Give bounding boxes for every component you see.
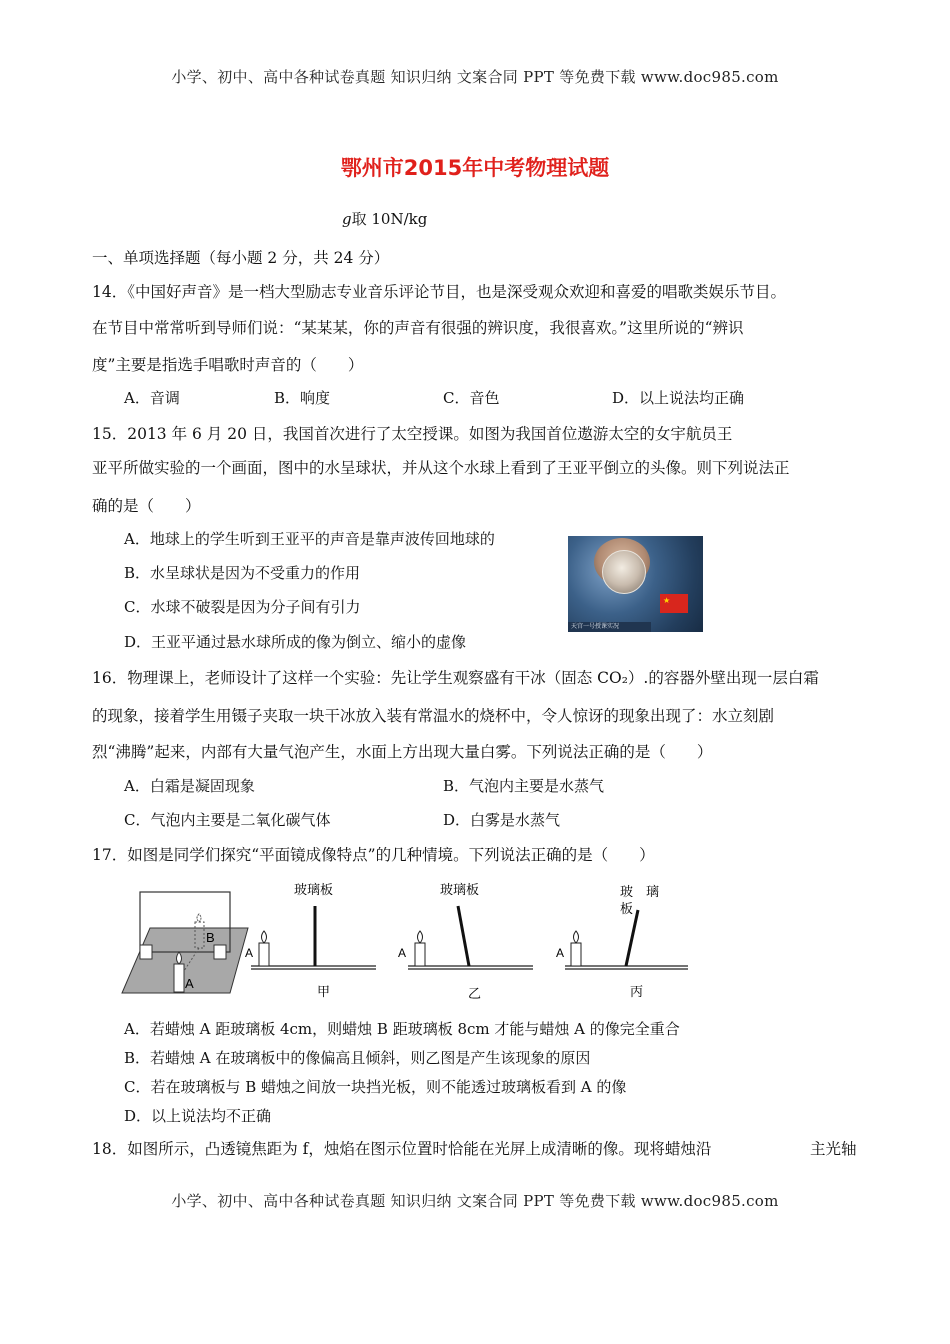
q17-option-d: D．以上说法均不正确 xyxy=(124,1107,272,1125)
section-heading: 一、单项选择题（每小题 2 分，共 24 分） xyxy=(92,249,390,267)
q14-line-3: 度”主要是指选手唱歌时声音的（ ） xyxy=(92,356,364,374)
candle-jia xyxy=(259,943,269,966)
q14-option-d: D．以上说法均正确 xyxy=(612,389,745,407)
figure-perspective-setup xyxy=(122,892,248,993)
candle-bing xyxy=(571,943,581,966)
g-value: 取 10N/kg xyxy=(351,210,428,228)
q14-line-2: 在节目中常常听到导师们说：“某某某，你的声音有很强的辨识度，我很喜欢。”这里所说的“辨识 xyxy=(92,319,744,337)
q14-option-a: A．音调 xyxy=(124,389,180,407)
china-flag-patch xyxy=(660,594,688,613)
label-glass-yi: 玻璃板 xyxy=(440,882,480,897)
gravity-note xyxy=(342,208,427,229)
astronaut-water-ball-photo xyxy=(568,536,703,632)
label-a-bing: A xyxy=(556,946,565,960)
flag-star-icon: ★ xyxy=(663,596,671,605)
page-header: 小学、初中、高中各种试卷真题 知识归纳 文案合同 PPT 等免费下载 www.doc985.com xyxy=(171,68,779,86)
q16-line-3: 烈“沸腾”起来，内部有大量气泡产生，水面上方出现大量白雾。下列说法正确的是（ ） xyxy=(92,743,713,761)
q18-line-1-tail: 主光轴 xyxy=(810,1140,857,1158)
q18-line-1: 18．如图所示，凸透镜焦距为 f，烛焰在图示位置时恰能在光屏上成清晰的像。现将蜡烛沿 xyxy=(92,1140,712,1158)
glass-yi xyxy=(458,906,469,966)
label-a-yi: A xyxy=(398,946,407,960)
flame-yi xyxy=(418,931,423,943)
right-support xyxy=(214,945,226,959)
label-glass-bing-2: 板 xyxy=(620,901,634,916)
label-b: B xyxy=(206,930,215,945)
q16-line-1: 16．物理课上，老师设计了这样一个实验：先让学生观察盛有干冰（固态 CO₂）.的容器外壁出现一层白霜 xyxy=(92,669,819,687)
q16-option-a: A．白霜是凝固现象 xyxy=(124,777,255,795)
candle-a xyxy=(174,964,184,992)
caption-jia: 甲 xyxy=(317,985,331,1000)
q15-line-1: 15．2013 年 6 月 20 日，我国首次进行了太空授课。如图为我国首位遨游太空的女宇航员王 xyxy=(92,425,733,443)
q15-option-a: A．地球上的学生听到王亚平的声音是靠声波传回地球的 xyxy=(124,530,495,548)
q16-option-d: D．白雾是水蒸气 xyxy=(443,811,561,829)
candle-yi xyxy=(415,943,425,966)
q17-option-b: B．若蜡烛 A 在玻璃板中的像偏高且倾斜，则乙图是产生该现象的原因 xyxy=(124,1049,591,1067)
q15-option-d: D．王亚平通过悬水球所成的像为倒立、缩小的虚像 xyxy=(124,633,467,651)
q14-line-1: 14．《中国好声音》是一档大型励志专业音乐评论节目，也是深受观众欢迎和喜爱的唱歌类娱乐节目。 xyxy=(92,283,786,301)
q16-option-c: C．气泡内主要是二氧化碳气体 xyxy=(124,811,331,829)
q17-stem: 17．如图是同学们探究“平面镜成像特点”的几种情境。下列说法正确的是（ ） xyxy=(92,846,655,864)
figure-jia xyxy=(245,882,376,1000)
q14-option-c: C．音色 xyxy=(443,389,500,407)
q16-option-b: B．气泡内主要是水蒸气 xyxy=(443,777,605,795)
mirror-experiment-diagram xyxy=(118,878,698,1003)
q17-option-c: C．若在玻璃板与 B 蜡烛之间放一块挡光板，则不能透过玻璃板看到 A 的像 xyxy=(124,1078,627,1096)
water-ball xyxy=(602,550,646,594)
flame-jia xyxy=(262,931,267,943)
q17-option-a: A．若蜡烛 A 距玻璃板 4cm，则蜡烛 B 距玻璃板 8cm 才能与蜡烛 A 的像完全重合 xyxy=(124,1020,680,1038)
flame-bing xyxy=(574,931,579,943)
candle-b-flame xyxy=(197,914,201,922)
q15-line-3: 确的是（ ） xyxy=(92,497,201,515)
caption-yi: 乙 xyxy=(468,987,482,1002)
figure-yi xyxy=(398,882,533,1002)
q16-line-2: 的现象，接着学生用镊子夹取一块干冰放入装有常温水的烧杯中，令人惊讶的现象出现了：水立刻剧 xyxy=(92,707,775,725)
exam-title: 鄂州市2015年中考物理试题 xyxy=(340,156,610,180)
q15-option-b: B．水呈球状是因为不受重力的作用 xyxy=(124,564,361,582)
g-symbol: g xyxy=(342,210,352,228)
figure-bing xyxy=(556,884,688,1000)
label-a-jia: A xyxy=(245,946,254,960)
q15-line-2: 亚平所做实验的一个画面，图中的水呈球状，并从这个水球上看到了王亚平倒立的头像。则下列说法正 xyxy=(92,459,790,477)
page-footer: 小学、初中、高中各种试卷真题 知识归纳 文案合同 PPT 等免费下载 www.doc985.com xyxy=(171,1192,779,1210)
q14-option-b: B．响度 xyxy=(274,389,331,407)
q15-option-c: C．水球不破裂是因为分子间有引力 xyxy=(124,598,361,616)
photo-caption-badge: 天宫一号授课实况 xyxy=(568,622,651,632)
label-a-1: A xyxy=(185,976,194,991)
glass-bing xyxy=(626,910,638,966)
label-glass-jia: 玻璃板 xyxy=(294,882,334,897)
label-glass-bing-1: 玻 璃 xyxy=(620,884,660,899)
left-support xyxy=(140,945,152,959)
caption-bing: 丙 xyxy=(630,985,644,1000)
